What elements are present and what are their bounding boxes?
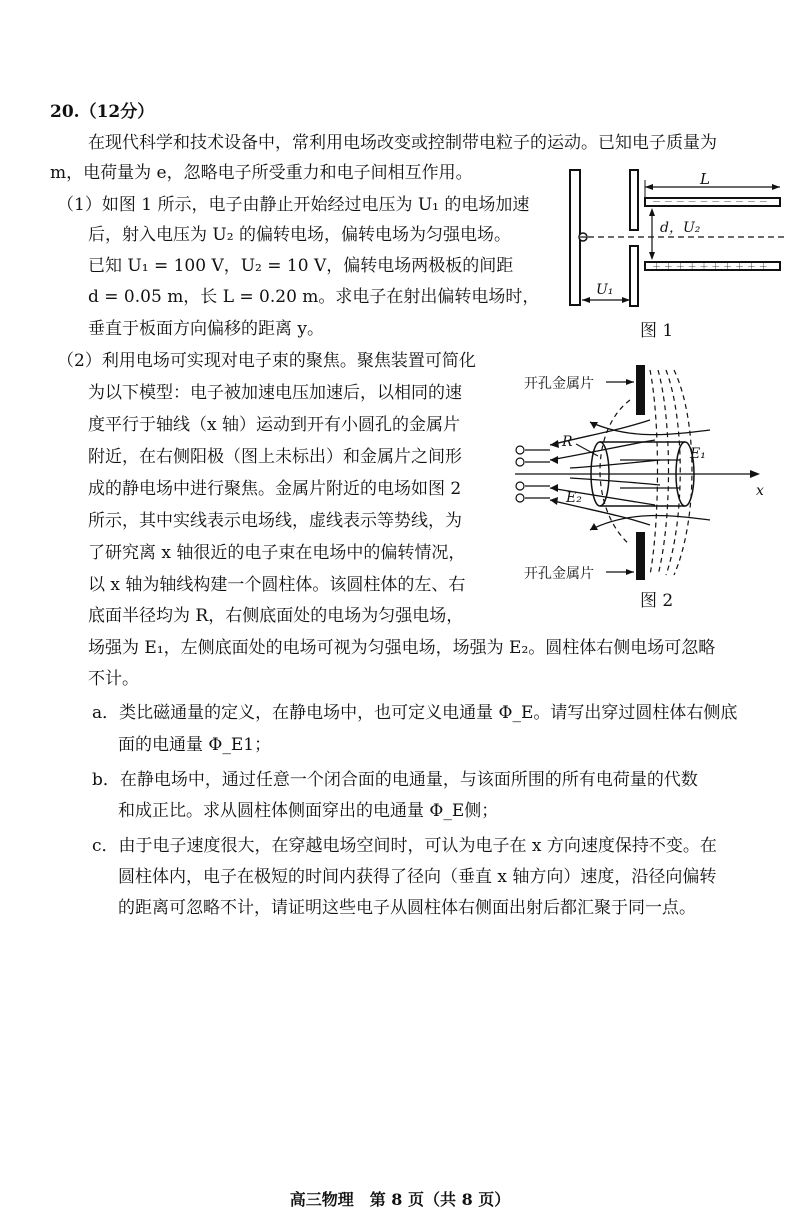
fig2-label-E2: E₂ — [566, 490, 582, 506]
part2-line-4: 附近，在右侧阳极（图上未标出）和金属片之间形 — [88, 447, 462, 467]
part2-line-2: 为以下模型：电子被加速电压加速后，以相同的速 — [88, 383, 462, 403]
intro-line-1: 在现代科学和技术设备中，常利用电场改变或控制带电粒子的运动。已知电子质量为 — [88, 133, 717, 153]
part2-line-6: 所示，其中实线表示电场线，虚线表示等势线，为 — [88, 511, 462, 531]
fig2-plate-top — [636, 365, 645, 415]
part1-line-2: 后，射入电压为 U₂ 的偏转电场，偏转电场为匀强电场。 — [88, 225, 511, 245]
intro-line-2: m，电荷量为 e，忽略电子所受重力和电子间相互作用。 — [50, 163, 473, 183]
sub-b-line-1: b．在静电场中，通过任意一个闭合面的电通量，与该面所围的所有电荷量的代数 — [92, 770, 698, 790]
sub-a-line-2: 面的电通量 Φ_E1； — [118, 735, 272, 755]
figure-1 — [560, 160, 790, 335]
fig2-field-lines — [550, 420, 710, 530]
fig2-equipotentials — [600, 370, 692, 575]
part1-line-1: （1）如图 1 所示，电子由静止开始经过电压为 U₁ 的电场加速 — [57, 195, 530, 215]
figure-1-caption: 图 1 — [640, 321, 674, 341]
figure-2-caption: 图 2 — [640, 591, 674, 611]
fig1-label-d-U2: d，U₂ — [660, 220, 701, 236]
fig1-label-U1: U₁ — [596, 282, 614, 298]
question-number: 20.（12分） — [50, 102, 155, 122]
part2-line-3: 度平行于轴线（x 轴）运动到开有小圆孔的金属片 — [88, 415, 460, 435]
fig1-mid-plate-bottom — [630, 246, 638, 306]
fig2-label-plate-top: 开孔金属片 — [524, 376, 594, 392]
page-footer: 高三物理 第 8 页（共 8 页） — [289, 1190, 511, 1209]
figure-2 — [510, 360, 780, 585]
fig2-label-plate-bottom: 开孔金属片 — [524, 566, 594, 582]
fig2-label-E1: E₁ — [690, 446, 706, 462]
svg-text:＋ ＋ ＋ ＋ ＋ ＋ ＋ ＋ ＋ ＋: ＋ ＋ ＋ ＋ ＋ ＋ ＋ ＋ ＋ ＋ — [652, 263, 768, 273]
sub-b-line-2: 和成正比。求从圆柱体侧面穿出的电通量 Φ_E侧； — [118, 801, 499, 821]
part2-line-7: 了研究离 x 轴很近的电子束在电场中的偏转情况， — [88, 543, 466, 563]
fig1-mid-plate-top — [630, 170, 638, 230]
part1-line-5: 垂直于板面方向偏移的距离 y。 — [88, 319, 325, 339]
fig2-label-R: R — [562, 434, 573, 450]
sub-c-line-1: c．由于电子速度很大，在穿越电场空间时，可认为电子在 x 方向速度保持不变。在 — [92, 836, 717, 856]
fig2-plate-bottom — [636, 532, 645, 580]
part2-line-9: 底面半径均为 R，右侧底面处的电场为匀强电场， — [88, 606, 464, 626]
sub-a-line-1: a．类比磁通量的定义，在静电场中，也可定义电通量 Φ_E。请写出穿过圆柱体右侧底 — [92, 703, 738, 723]
part1-line-3: 已知 U₁ = 100 V，U₂ = 10 V，偏转电场两极板的间距 — [88, 256, 514, 276]
part2-line-8: 以 x 轴为轴线构建一个圆柱体。该圆柱体的左、右 — [88, 575, 466, 595]
svg-text:－ － － － － － － － － －: － － － － － － － － － － — [652, 198, 768, 208]
sub-c-line-3: 的距离可忽略不计，请证明这些电子从圆柱体右侧面出射后都汇聚于同一点。 — [118, 898, 696, 918]
part2-line-11: 不计。 — [88, 669, 139, 689]
sub-c-line-2: 圆柱体内，电子在极短的时间内获得了径向（垂直 x 轴方向）速度，沿径向偏转 — [118, 867, 717, 887]
part1-line-4: d = 0.05 m，长 L = 0.20 m。求电子在射出偏转电场时， — [88, 287, 540, 307]
fig1-label-L: L — [700, 170, 710, 188]
part2-line-1: （2）利用电场可实现对电子束的聚焦。聚焦装置可简化 — [57, 351, 476, 371]
part2-line-5: 成的静电场中进行聚焦。金属片附近的电场如图 2 — [88, 479, 462, 499]
fig2-label-x: x — [756, 483, 764, 499]
part2-line-10: 场强为 E₁，左侧底面处的电场可视为匀强电场，场强为 E₂。圆柱体右侧电场可忽略 — [88, 638, 716, 658]
